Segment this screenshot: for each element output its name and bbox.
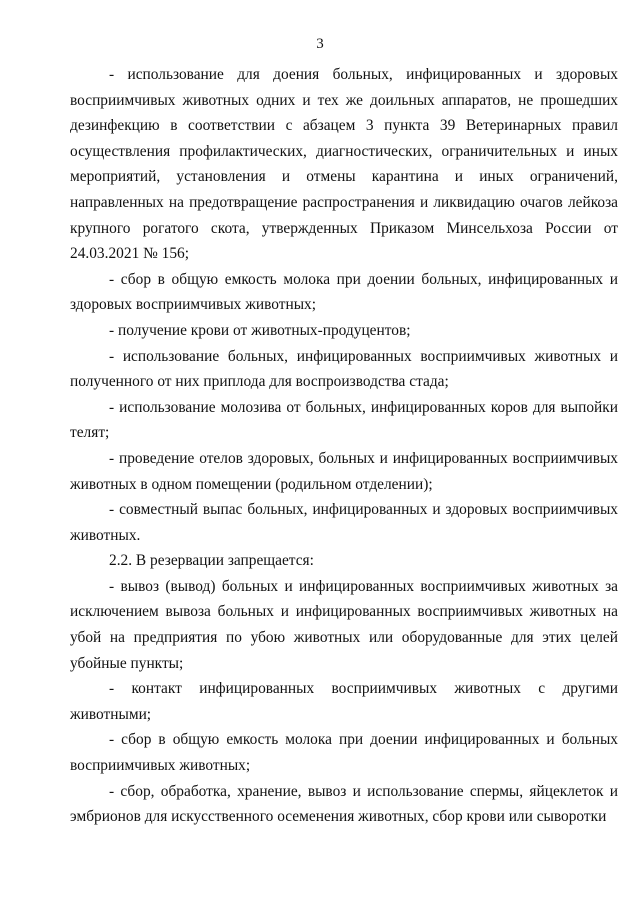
- paragraph-contact: - контакт инфицированных восприимчивых животных с другими животными;: [70, 680, 618, 723]
- paragraph-blood-collection: - получение крови от животных-продуцентов;: [109, 321, 411, 339]
- paragraph-milk-collection-reservation: - сбор в общую емкость молока при доении инфицированных и больных восприимчивых животных;: [70, 731, 618, 775]
- page-number: 3: [316, 36, 324, 52]
- paragraph-export: - вывоз (вывод) больных и инфицированных восприимчивых животных за исключением вывоза больных и инфицированных восприимчивых животных на убой на предприятия по убою животных или оборудованные для этих целей убойные пункты;: [70, 577, 618, 672]
- paragraph-grazing: - совместный выпас больных, инфицированных и здоровых восприимчивых животных.: [70, 501, 618, 544]
- paragraph-milk-collection: - сбор в общую емкость молока при доении больных, инфицированных и здоровых восприимчивых животных;: [70, 270, 618, 314]
- paragraph-calving: - проведение отелов здоровых, больных и инфицированных восприимчивых животных в одном помещении (родильном отделении);: [70, 449, 618, 493]
- paragraph-herd-reproduction: - использование больных, инфицированных восприимчивых животных и полученного от них приплода для воспроизводства стада;: [70, 347, 618, 391]
- section-heading-2-2: 2.2. В резервации запрещается:: [109, 552, 314, 570]
- document-body: [70, 62, 618, 830]
- paragraph-sperm-embryos: - сбор, обработка, хранение, вывоз и использование спермы, яйцеклеток и эмбрионов для искусственного осеменения животных, сбор крови или сыворотки: [70, 782, 618, 826]
- paragraph-milking-equipment: - использование для доения больных, инфицированных и здоровых восприимчивых животных одних и тех же доильных аппаратов, не прошедших дезинфекцию в соответствии с абзацем 3 пункта 39 Ветеринарных правил осуществления профилактических, диагностических, ограничительных и иных мероприятий, установления и отмены карантина и иных ограничений, направленных на предотвращение распространения и ликвидацию очагов лейкоза крупного рогатого скота, утвержденных Приказом Минсельхоза России от 24.03.2021 № 156;: [70, 66, 618, 263]
- paragraph-colostrum: - использование молозива от больных, инфицированных коров для выпойки телят;: [70, 398, 618, 442]
